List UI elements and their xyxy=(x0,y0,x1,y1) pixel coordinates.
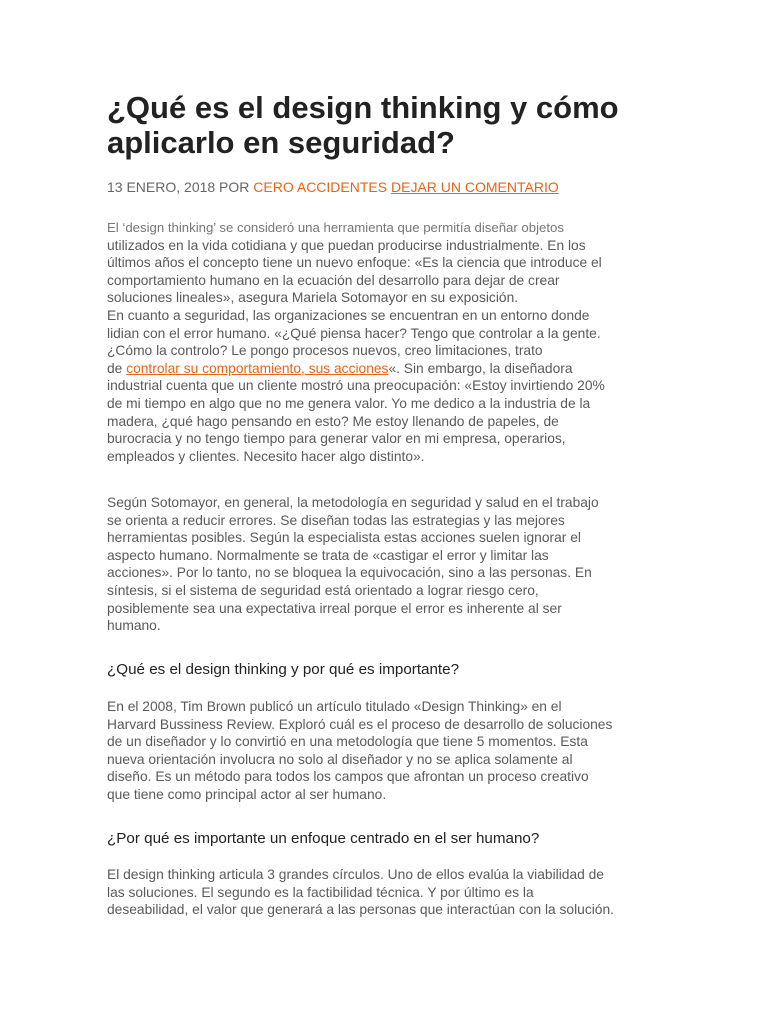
text-line: soluciones lineales», asegura Mariela Sotomayor en su exposición. xyxy=(107,290,519,306)
text-line: que tiene como principal actor al ser humano. xyxy=(107,786,387,802)
text-line: empleados y clientes. Necesito hacer algo distinto». xyxy=(107,448,425,464)
text-line-with-link xyxy=(107,360,667,378)
text-line: Según Sotomayor, en general, la metodología en seguridad y salud en el trabajo xyxy=(107,495,599,510)
text-line: se orienta a reducir errores. Se diseñan todas las estrategias y las mejores xyxy=(107,512,565,528)
text-line: En cuanto a seguridad, las organizaciones se encuentran en un entorno donde xyxy=(107,307,590,323)
section-heading: ¿Qué es el design thinking y por qué es importante? xyxy=(107,661,460,678)
text-line: utilizados en la vida cotidiana y que puedan producirse industrialmente. En los xyxy=(107,237,586,253)
paragraph-tim-brown xyxy=(107,698,612,804)
text-line: comportamiento humano en la ecuación del desarrollo para dejar de crear xyxy=(107,272,560,288)
link-prefix: de xyxy=(107,360,127,376)
text-line: diseño. Es un método para todos los campos que afrontan un proceso creativo xyxy=(107,769,589,785)
text-line: síntesis, si el sistema de seguridad está orientado a lograr riesgo cero, xyxy=(107,582,539,598)
text-line: Harvard Bussiness Review. Exploró cuál es el proceso de desarrollo de soluciones xyxy=(107,716,613,732)
leave-comment-link[interactable]: DEJAR UN COMENTARIO xyxy=(391,179,559,195)
text-line: deseabilidad, el valor que generará a las personas que interactúan con la solución. xyxy=(107,902,614,918)
text-line: posiblemente sea una expectativa irreal porque el error es inherente al ser xyxy=(107,600,562,616)
meta-date-by: 13 ENERO, 2018 POR xyxy=(107,179,254,195)
text-line: herramientas posibles. Según la especialista estas acciones suelen ignorar el xyxy=(107,530,581,546)
text-line: de un diseñador y lo convirtió en una metodología que tiene 5 momentos. Esta xyxy=(107,734,588,750)
text-line: ¿Cómo la controlo? Le pongo procesos nuevos, creo limitaciones, trato xyxy=(107,343,543,359)
text-line: de mi tiempo en algo que no me genera valor. Yo me dedico a la industria de la xyxy=(107,395,591,411)
text-line: acciones». Por lo tanto, no se bloquea la equivocación, sino a las personas. En xyxy=(107,565,592,581)
paragraph-intro xyxy=(107,219,667,465)
text-line: burocracia y no tengo tiempo para generar valor en mi empresa, operarios, xyxy=(107,431,566,447)
text-line: En el 2008, Tim Brown publicó un artículo titulado «Design Thinking» en el xyxy=(107,699,562,714)
text-line: humano. xyxy=(107,618,161,634)
text-line: madera, ¿qué hago pensando en esto? Me estoy llenando de papeles, de xyxy=(107,413,559,429)
text-line: El ‘design thinking’ se consideró una herramienta que permitía diseñar objetos xyxy=(107,220,564,235)
text-line: nueva orientación involucra no solo al diseñador y no se aplica solamente al xyxy=(107,751,573,767)
author-link[interactable]: CERO ACCIDENTES xyxy=(253,179,388,195)
paragraph-sotomayor xyxy=(107,494,599,635)
text-line: industrial cuenta que un cliente mostró una preocupación: «Estoy invirtiendo 20% xyxy=(107,378,605,394)
paragraph-three-circles xyxy=(107,866,614,919)
article-meta xyxy=(107,178,559,196)
article-title: ¿Qué es el design thinking y cómo aplicarlo en seguridad? xyxy=(107,90,619,160)
text-line: El design thinking articula 3 grandes círculos. Uno de ellos evalúa la viabilidad de xyxy=(107,867,604,882)
text-line: últimos años el concepto tiene un nuevo enfoque: «Es la ciencia que introduce el xyxy=(107,255,602,271)
link-suffix: «. Sin embargo, la diseñadora xyxy=(388,360,573,376)
section-heading: ¿Por qué es importante un enfoque centrado en el ser humano? xyxy=(107,830,540,847)
inline-link[interactable]: controlar su comportamiento, sus acciones xyxy=(126,360,389,376)
text-line: las soluciones. El segundo es la factibilidad técnica. Y por último es la xyxy=(107,884,534,900)
text-line: lidian con el error humano. «¿Qué piensa hacer? Tengo que controlar a la gente. xyxy=(107,325,601,341)
text-line: aspecto humano. Normalmente se trata de «castigar el error y limitar las xyxy=(107,547,549,563)
